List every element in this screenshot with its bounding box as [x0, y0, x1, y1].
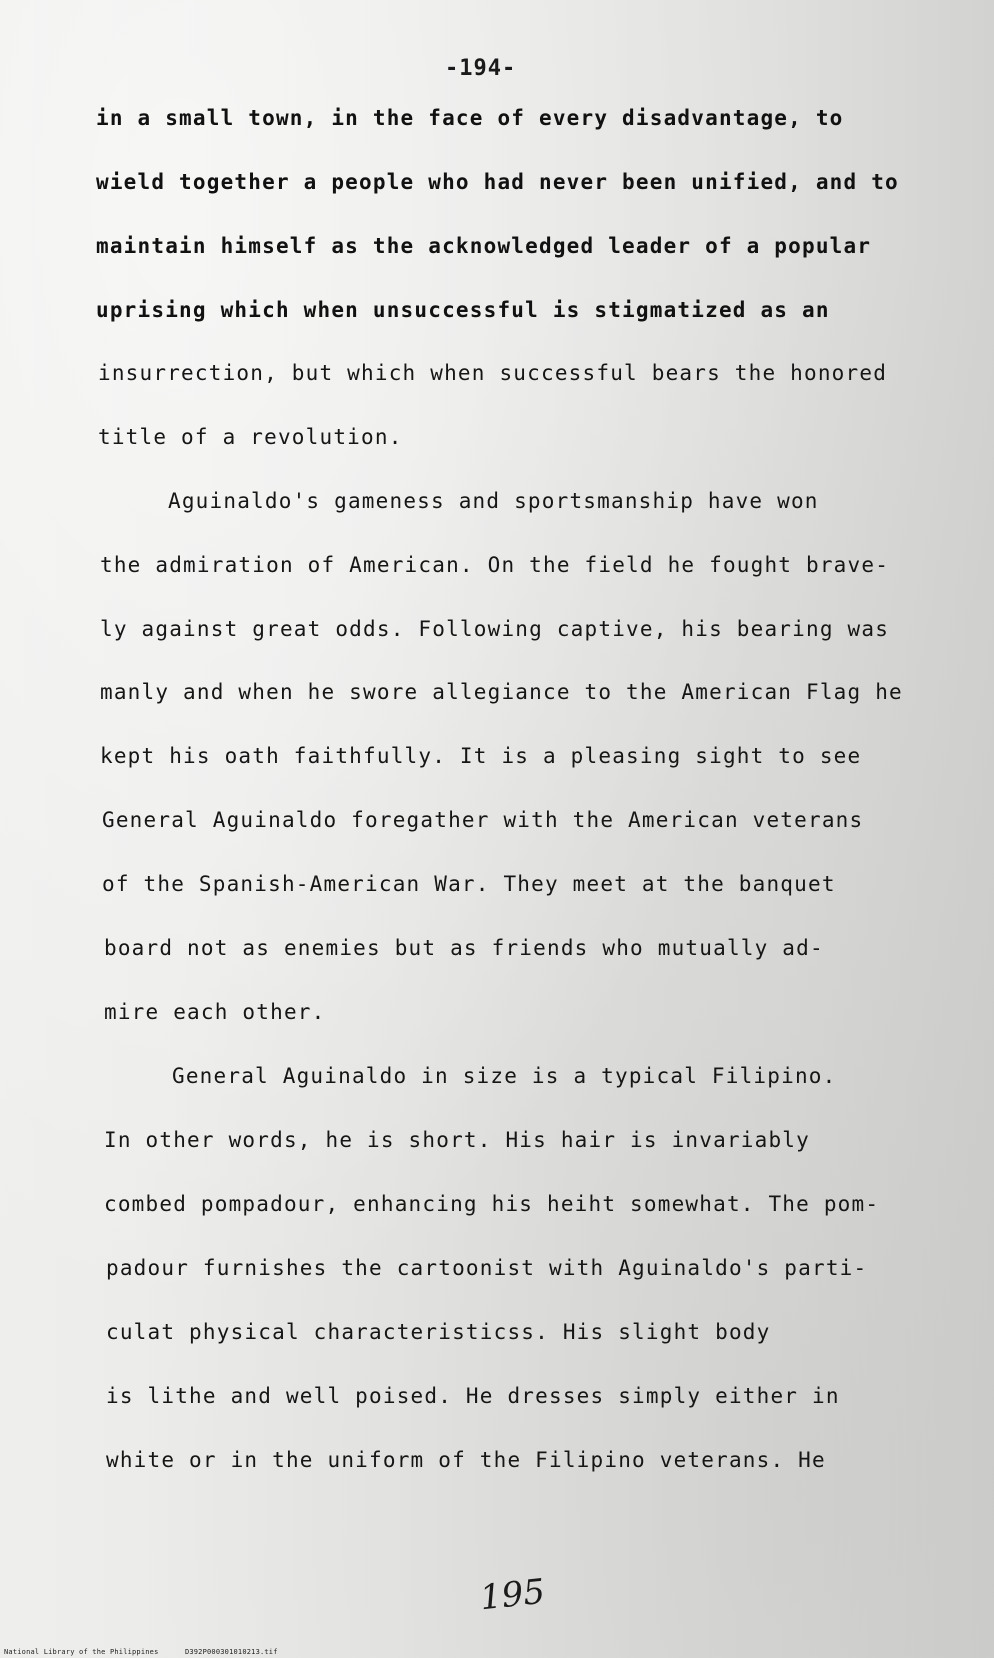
handwritten-page-number: 195 [478, 1571, 547, 1619]
text-line-5: insurrection, but which when successful bears the honored [98, 361, 888, 385]
text-line-6: title of a revolution. [98, 425, 403, 449]
text-line-10: manly and when he swore allegiance to the American Flag he [100, 680, 903, 704]
text-line-20: culat physical characteristicss. His slight body [106, 1320, 771, 1344]
scan-footer [4, 1648, 300, 1656]
text-line-22: white or in the uniform of the Filipino veterans. He [106, 1448, 826, 1472]
text-line-13: of the Spanish-American War. They meet at the banquet [102, 872, 836, 896]
text-line-12: General Aguinaldo foregather with the American veterans [102, 808, 864, 832]
text-line-15: mire each other. [104, 1000, 326, 1024]
text-line-4: uprising which when unsuccessful is stigmatized as an [96, 298, 830, 322]
text-line-19: padour furnishes the cartoonist with Aguinaldo's parti- [106, 1256, 868, 1280]
text-line-8: the admiration of American. On the field he fought brave- [100, 553, 890, 577]
text-line-21: is lithe and well poised. He dresses simply either in [106, 1384, 840, 1408]
text-line-18: combed pompadour, enhancing his heiht somewhat. The pom- [104, 1192, 880, 1216]
text-line-1: in a small town, in the face of every disadvantage, to [96, 106, 844, 130]
text-line-17: In other words, he is short. His hair is invariably [104, 1128, 810, 1152]
text-line-3: maintain himself as the acknowledged leader of a popular [96, 234, 872, 258]
text-line-16: General Aguinaldo in size is a typical Filipino. [172, 1064, 837, 1088]
footer-library: National Library of the Philippines [4, 1648, 159, 1656]
text-line-14: board not as enemies but as friends who mutually ad- [104, 936, 824, 960]
bleed-through-text [112, 140, 126, 164]
text-line-2: wield together a people who had never been unified, and to [96, 170, 899, 194]
text-line-9: ly against great odds. Following captive, his bearing was [100, 617, 890, 641]
text-line-7: Aguinaldo's gameness and sportsmanship have won [168, 489, 819, 513]
footer-filename: D392P000301010213.tif [184, 1648, 278, 1656]
page-number: -194- [445, 56, 517, 81]
text-line-11: kept his oath faithfully. It is a pleasing sight to see [100, 744, 862, 768]
